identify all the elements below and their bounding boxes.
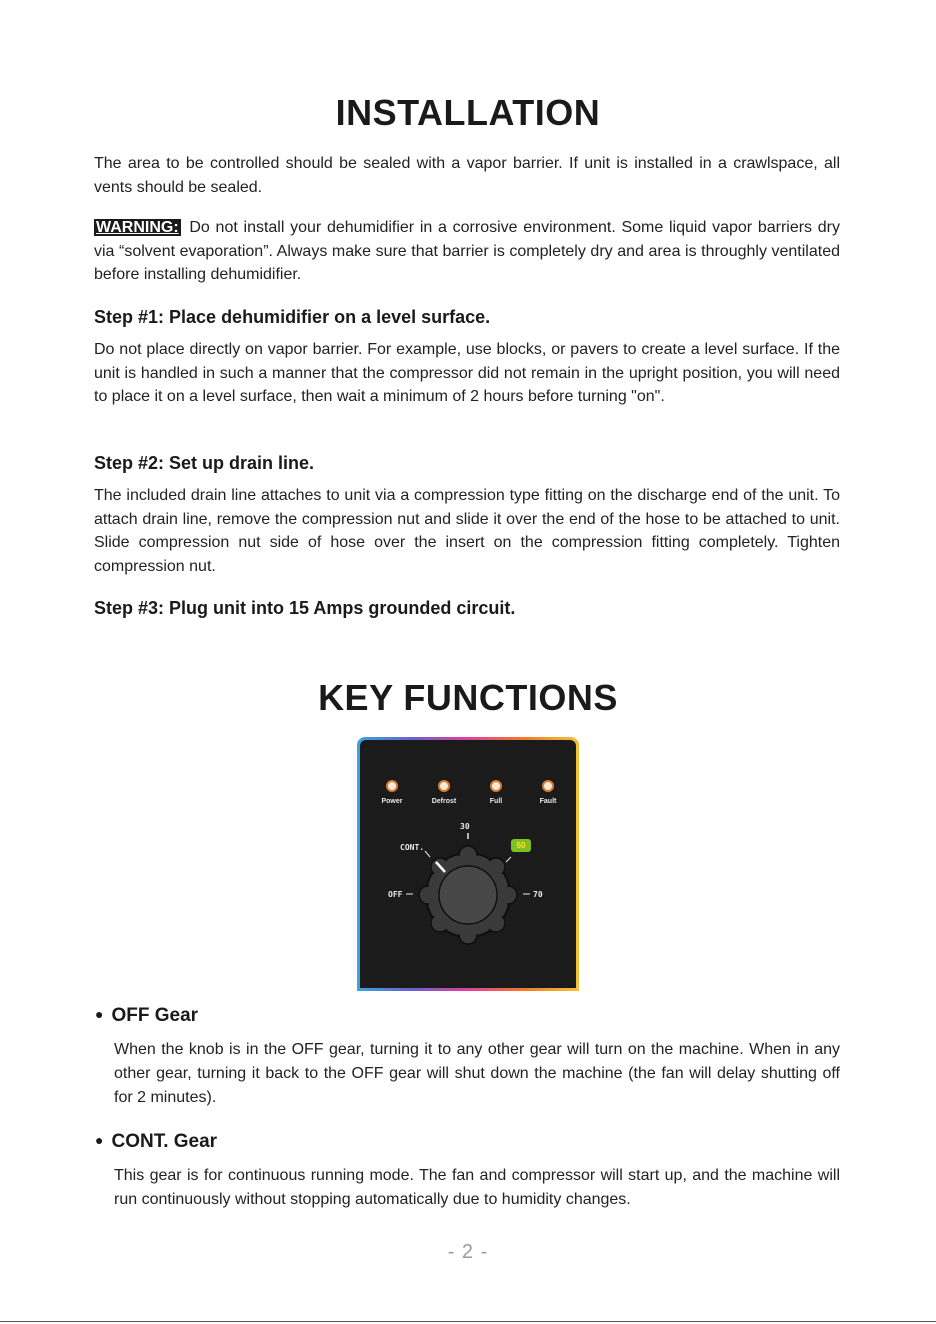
step2-title: Step #2: Set up drain line. bbox=[94, 453, 315, 473]
off-gear-text: When the knob is in the OFF gear, turning it to any other gear will turn on the machine. When in any other gear, turning it back to the OFF gear will shut down the machine (the fan will delay shutting off for 2 minutes). bbox=[114, 1041, 840, 1106]
dial-label-50-selected: 50 bbox=[511, 839, 531, 852]
control-panel-illustration bbox=[357, 737, 579, 991]
off-gear-title-text: OFF Gear bbox=[111, 1005, 199, 1026]
step1-title: Step #1: Place dehumidifier on a level surface. bbox=[94, 307, 491, 327]
led-label-defrost: Defrost bbox=[431, 798, 457, 805]
step3-title: Step #3: Plug unit into 15 Amps grounded circuit. bbox=[94, 598, 516, 618]
off-gear-title bbox=[95, 1005, 198, 1027]
led-label-fault: Fault bbox=[539, 798, 557, 805]
dial-label-30: 30 bbox=[460, 822, 470, 831]
dial-knob-icon bbox=[360, 740, 576, 988]
key-functions-heading: KEY FUNCTIONS bbox=[318, 677, 618, 718]
bullet-icon: ● bbox=[95, 1132, 104, 1148]
step1-text: Do not place directly on vapor barrier. For example, use blocks, or pavers to create a level surface. If the unit is handled in such a manner that the compressor did not remain in the upright position, you will need to place it on a level surface, then wait a minimum of 2 hours before turning "on". bbox=[94, 341, 840, 405]
dial-label-off: OFF bbox=[388, 890, 403, 899]
bullet-icon: ● bbox=[95, 1006, 104, 1022]
installation-heading: INSTALLATION bbox=[335, 92, 601, 133]
dial-label-cont: CONT. bbox=[400, 843, 425, 852]
warning-paragraph bbox=[94, 216, 840, 287]
step2-text: The included drain line attaches to unit via a compression type fitting on the discharge end of the unit. To attach drain line, remove the compression nut and slide it over the end of the hose to be attached to unit. Slide compression nut side of hose over the insert on the compression fitting completely. Tighten compression nut. bbox=[94, 487, 840, 575]
dial-label-70: 70 bbox=[533, 890, 543, 899]
installation-intro: The area to be controlled should be sealed with a vapor barrier. If unit is installed in a crawlspace, all vents should be sealed. bbox=[94, 155, 840, 196]
cont-gear-title bbox=[95, 1131, 217, 1153]
warning-label: WARNING: bbox=[96, 219, 179, 236]
warning-text: Do not install your dehumidifier in a corrosive environment. Some liquid vapor barriers dry via “solvent evaporation”. Always make sure that barrier is completely dry and area is throughly ventilated before installing dehumidifier. bbox=[94, 219, 840, 283]
led-label-power: Power bbox=[381, 798, 403, 805]
control-panel-face bbox=[360, 740, 576, 988]
led-label-full: Full bbox=[489, 798, 503, 805]
cont-gear-text: This gear is for continuous running mode. The fan and compressor will start up, and the machine will run continuously without stopping automatically due to humidity changes. bbox=[114, 1167, 840, 1208]
page-number: - 2 - bbox=[447, 1241, 489, 1263]
cont-gear-title-text: CONT. Gear bbox=[111, 1131, 218, 1152]
bottom-divider bbox=[0, 1321, 936, 1322]
